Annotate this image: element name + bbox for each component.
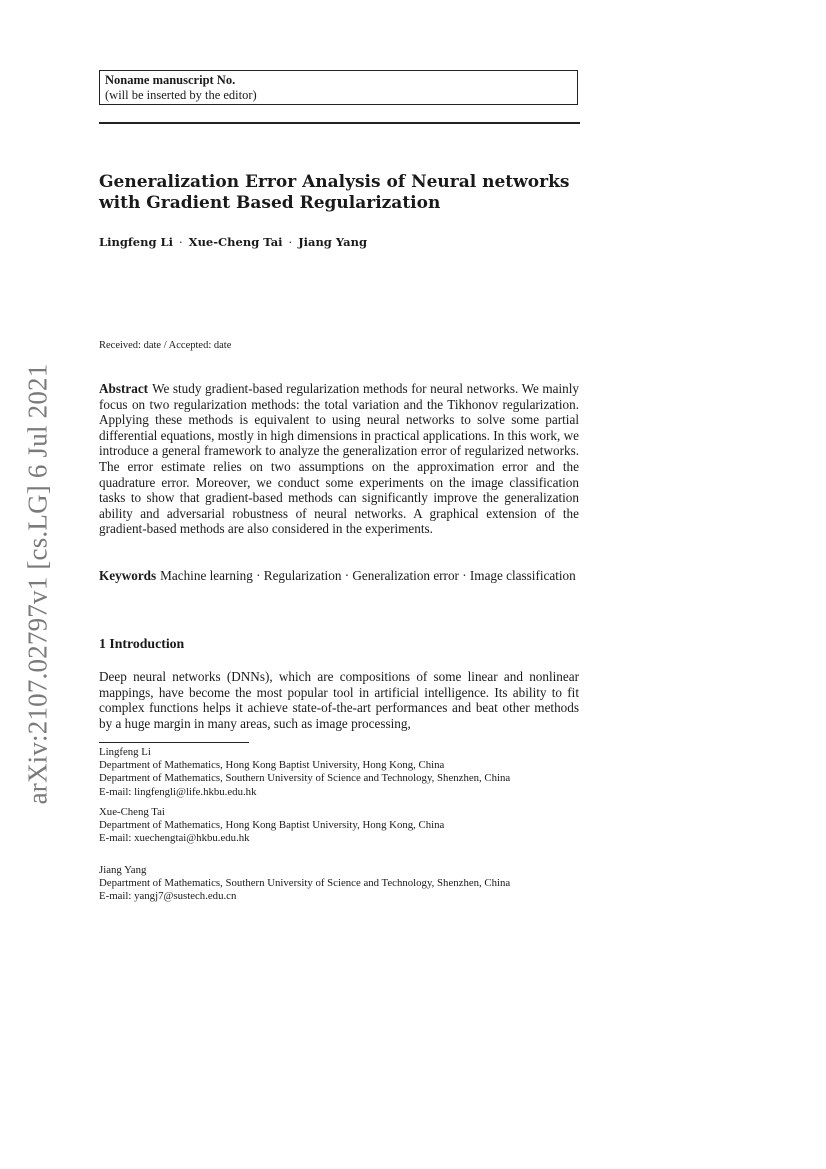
manuscript-heading: Noname manuscript No. [105,73,236,87]
affiliation-line: Department of Mathematics, Southern University of Science and Technology, Shenzhen, China [99,877,511,890]
author-separator: · [178,235,183,249]
manuscript-note: (will be inserted by the editor) [105,87,257,102]
author-name: Xue-Cheng Tai [188,235,283,249]
manuscript-box [99,70,578,105]
affiliation-line: Department of Mathematics, Hong Kong Baptist University, Hong Kong, China [99,759,445,772]
received-date: Received: date / Accepted: date [99,340,232,351]
title-line-1: Generalization Error Analysis of Neural networks [99,172,570,192]
keywords-text: Machine learning · Regularization · Generalization error · Image classification [160,568,576,583]
affiliation-line: Department of Mathematics, Hong Kong Baptist University, Hong Kong, China [99,819,445,832]
author-name: Jiang Yang [298,235,368,249]
header-rule [99,122,580,124]
keywords-label: Keywords [99,568,157,583]
affiliation-author: Jiang Yang [99,864,147,876]
introduction-text: Deep neural networks (DNNs), which are compositions of some linear and nonlinear mappings, have become the most popular tool in artificial intelligence. Its ability to fit complex functions helps it achieve state-of-the-art performances and beat other methods by a huge margin in many areas, such as image processing, [99,669,579,731]
affiliation-author: Lingfeng Li [99,746,151,758]
author-separator: · [288,235,293,249]
affiliation-block [99,806,581,846]
author-name: Lingfeng Li [99,235,173,249]
affiliation-email[interactable]: E-mail: lingfengli@life.hkbu.edu.hk [99,785,257,798]
affiliation-line: Department of Mathematics, Southern University of Science and Technology, Shenzhen, China [99,772,511,785]
affiliation-author: Xue-Cheng Tai [99,806,165,818]
title-line-2: with Gradient Based Regularization [99,193,441,213]
arxiv-identifier[interactable]: arXiv:2107.02797v1 [cs.LG] 6 Jul 2021 [22,363,53,805]
abstract [99,381,579,537]
author-list [99,235,579,249]
abstract-text: We study gradient-based regularization methods for neural networks. We mainly focus on two regularization methods: the total variation and the Tikhonov regularization. Applying these methods is equivalent to using neural networks to solve some partial differential equations, mostly in high dimensions in practical applications. In this work, we introduce a general framework to analyze the generalization error of regularized networks. The error estimate relies on two assumptions on the approximation error and the quadrature error. Moreover, we conduct some experiments on the image classification tasks to show that gradient-based methods can significantly improve the generalization ability and adversarial robustness of neural networks. A graphical extension of the gradient-based methods are also considered in the experiments. [99,381,579,537]
affiliation-block [99,864,581,904]
paper-title [99,172,579,214]
abstract-label: Abstract [99,381,149,396]
footnote-rule [99,742,249,743]
keywords [99,568,579,584]
affiliation-block [99,746,581,799]
introduction-heading: 1 Introduction [99,636,185,651]
affiliation-email[interactable]: E-mail: xuechengtai@hkbu.edu.hk [99,832,250,845]
affiliation-email[interactable]: E-mail: yangj7@sustech.edu.cn [99,890,237,903]
